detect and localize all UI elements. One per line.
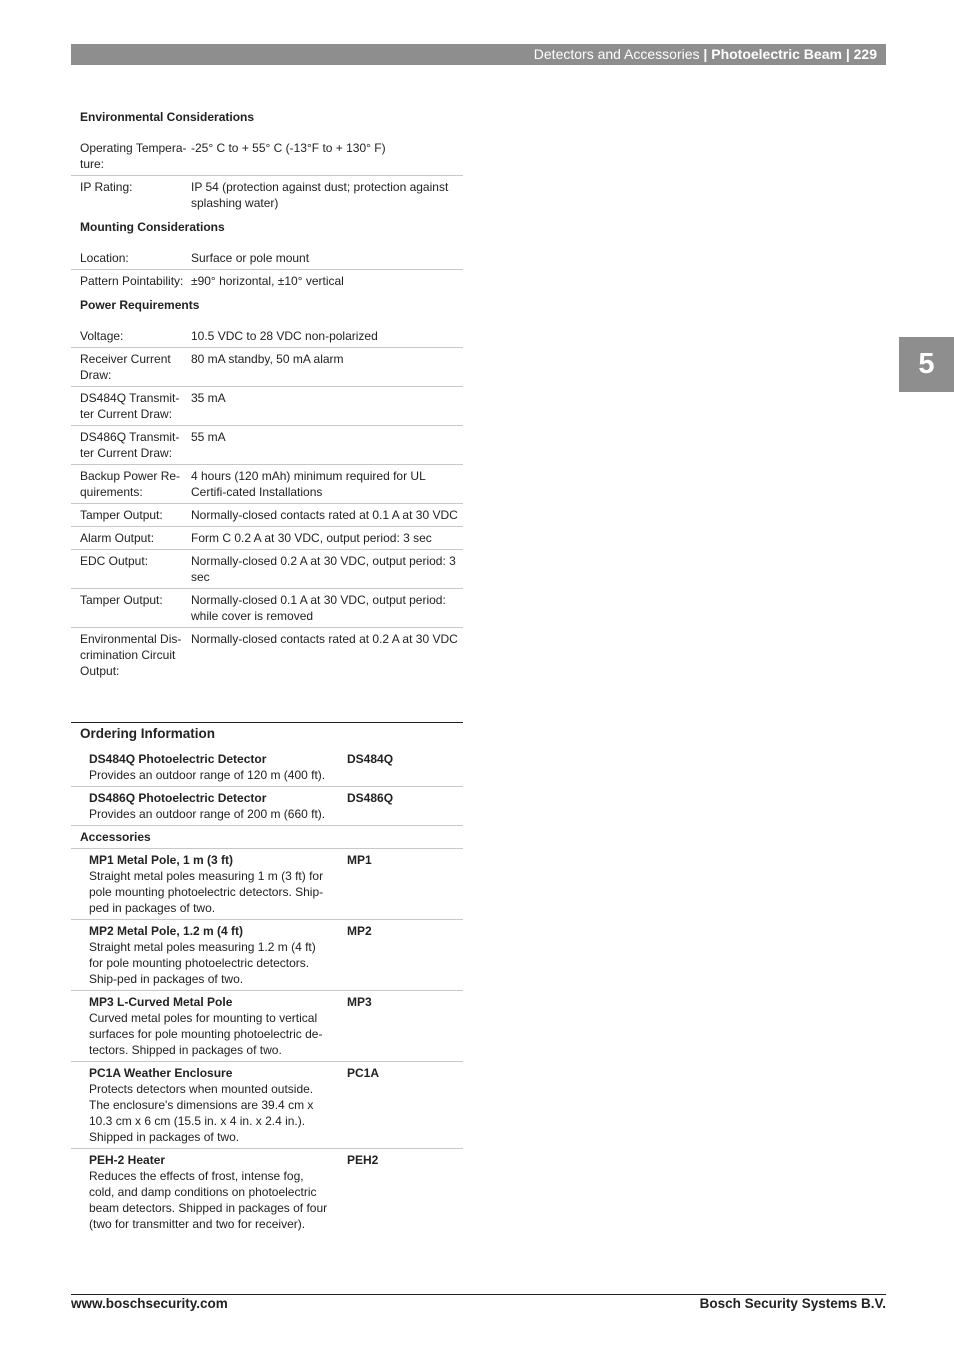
spec-label: Alarm Output: (80, 531, 155, 545)
product-description: Provides an outdoor range of 120 m (400 ft). (89, 768, 326, 782)
accessory-code: PEH2 (347, 1153, 379, 1167)
accessory-description: Reduces the effects of frost, intense fog, cold, and damp conditions on photoelectric beam detectors. Shipped in packages of four (two for transmitter and two for receiver). (89, 1169, 328, 1231)
spec-label: Voltage: (80, 329, 124, 343)
environmental-title: Environmental Considerations (80, 110, 255, 124)
spec-label: DS484Q Transmit-ter Current Draw: (80, 391, 180, 421)
spec-label: EDC Output: (80, 554, 149, 568)
product-code: DS484Q (347, 752, 394, 766)
accessory-item (71, 920, 463, 991)
accessory-name: PC1A Weather Enclosure (89, 1066, 233, 1080)
ordering-section (71, 722, 463, 1235)
accessory-code: MP1 (347, 853, 372, 867)
main-column (71, 104, 463, 1235)
spec-label: Operating Tempera-ture: (80, 141, 187, 171)
accessories-title: Accessories (71, 826, 463, 849)
accessory-description: Curved metal poles for mounting to vertical surfaces for pole mounting photoelectric de-tectors. Shipped in packages of two. (89, 1011, 323, 1057)
footer-company: Bosch Security Systems B.V. (699, 1296, 886, 1311)
spec-row (71, 465, 463, 504)
footer-divider (71, 1294, 886, 1295)
accessory-description: Protects detectors when mounted outside. The enclosure's dimensions are 39.4 cm x 10.3 cm x 6 cm (15.5 in. x 4 in. x 2.4 in.). Shipped in packages of two. (89, 1082, 314, 1144)
spec-row (71, 325, 463, 348)
spec-row (71, 550, 463, 589)
accessory-code: PC1A (347, 1066, 380, 1080)
spec-row (71, 426, 463, 465)
header-section: Detectors and Accessories (533, 46, 700, 62)
spec-value: 55 mA (191, 430, 226, 444)
spec-row (71, 387, 463, 426)
product-name: DS486Q Photoelectric Detector (89, 791, 267, 805)
spec-row (71, 504, 463, 527)
spec-label: IP Rating: (80, 180, 133, 194)
accessory-name: MP2 Metal Pole, 1.2 m (4 ft) (89, 924, 244, 938)
spec-row (71, 176, 463, 214)
spec-value: ±90° horizontal, ±10° vertical (191, 274, 344, 288)
accessory-code: MP3 (347, 995, 372, 1009)
spec-row (71, 270, 463, 292)
spec-value: Normally-closed 0.1 A at 30 VDC, output period: while cover is removed (191, 593, 446, 623)
spec-value: Normally-closed contacts rated at 0.2 A at 30 VDC (191, 632, 458, 646)
ordering-title: Ordering Information (80, 726, 215, 741)
spec-value: Normally-closed contacts rated at 0.1 A at 30 VDC (191, 508, 458, 522)
running-header (71, 44, 886, 65)
accessory-name: MP1 Metal Pole, 1 m (3 ft) (89, 853, 234, 867)
power-title: Power Requirements (80, 298, 200, 312)
spec-label: Environmental Dis-crimination Circuit Output: (80, 632, 182, 678)
mounting-title: Mounting Considerations (80, 220, 225, 234)
footer-website[interactable]: www.boschsecurity.com (71, 1296, 228, 1311)
spec-value: Normally-closed 0.2 A at 30 VDC, output period: 3 sec (191, 554, 456, 584)
order-item (71, 748, 463, 787)
spec-label: DS486Q Transmit-ter Current Draw: (80, 430, 180, 460)
spec-row (71, 628, 463, 682)
spec-value: 35 mA (191, 391, 226, 405)
accessory-item (71, 1062, 463, 1149)
spec-value: 80 mA standby, 50 mA alarm (191, 352, 344, 366)
spec-value: 4 hours (120 mAh) minimum required for UL Certifi-cated Installations (191, 469, 426, 499)
accessory-description: Straight metal poles measuring 1 m (3 ft) for pole mounting photoelectric detectors. Ship-ped in packages of two. (89, 869, 324, 915)
accessory-description: Straight metal poles measuring 1.2 m (4 ft) for pole mounting photoelectric detectors. Ship-ped in packages of two. (89, 940, 316, 986)
spec-label: Pattern Pointability: (80, 274, 184, 288)
spec-label: Location: (80, 251, 129, 265)
spec-label: Receiver Current Draw: (80, 352, 171, 382)
spec-label: Tamper Output: (80, 508, 163, 522)
spec-value: -25° C to + 55° C (-13°F to + 130° F) (191, 141, 386, 155)
accessory-item (71, 991, 463, 1062)
spec-row (71, 589, 463, 628)
accessory-code: MP2 (347, 924, 372, 938)
spec-value: Surface or pole mount (191, 251, 310, 265)
spec-row (71, 348, 463, 387)
chapter-tab[interactable]: 5 (899, 337, 954, 392)
spec-value: 10.5 VDC to 28 VDC non-polarized (191, 329, 378, 343)
spec-row (71, 527, 463, 550)
spec-value: Form C 0.2 A at 30 VDC, output period: 3 sec (191, 531, 432, 545)
accessory-name: PEH-2 Heater (89, 1153, 166, 1167)
spec-row (71, 137, 463, 176)
accessory-name: MP3 L-Curved Metal Pole (89, 995, 233, 1009)
product-description: Provides an outdoor range of 200 m (660 ft). (89, 807, 326, 821)
header-title: | Photoelectric Beam | 229 (703, 46, 877, 62)
product-name: DS484Q Photoelectric Detector (89, 752, 267, 766)
spec-value: IP 54 (protection against dust; protection against splashing water) (191, 180, 449, 210)
spec-label: Backup Power Re-quirements: (80, 469, 181, 499)
accessory-item (71, 1149, 463, 1235)
spec-label: Tamper Output: (80, 593, 163, 607)
spec-row (71, 247, 463, 270)
product-code: DS486Q (347, 791, 394, 805)
order-item (71, 787, 463, 826)
accessory-item (71, 849, 463, 920)
